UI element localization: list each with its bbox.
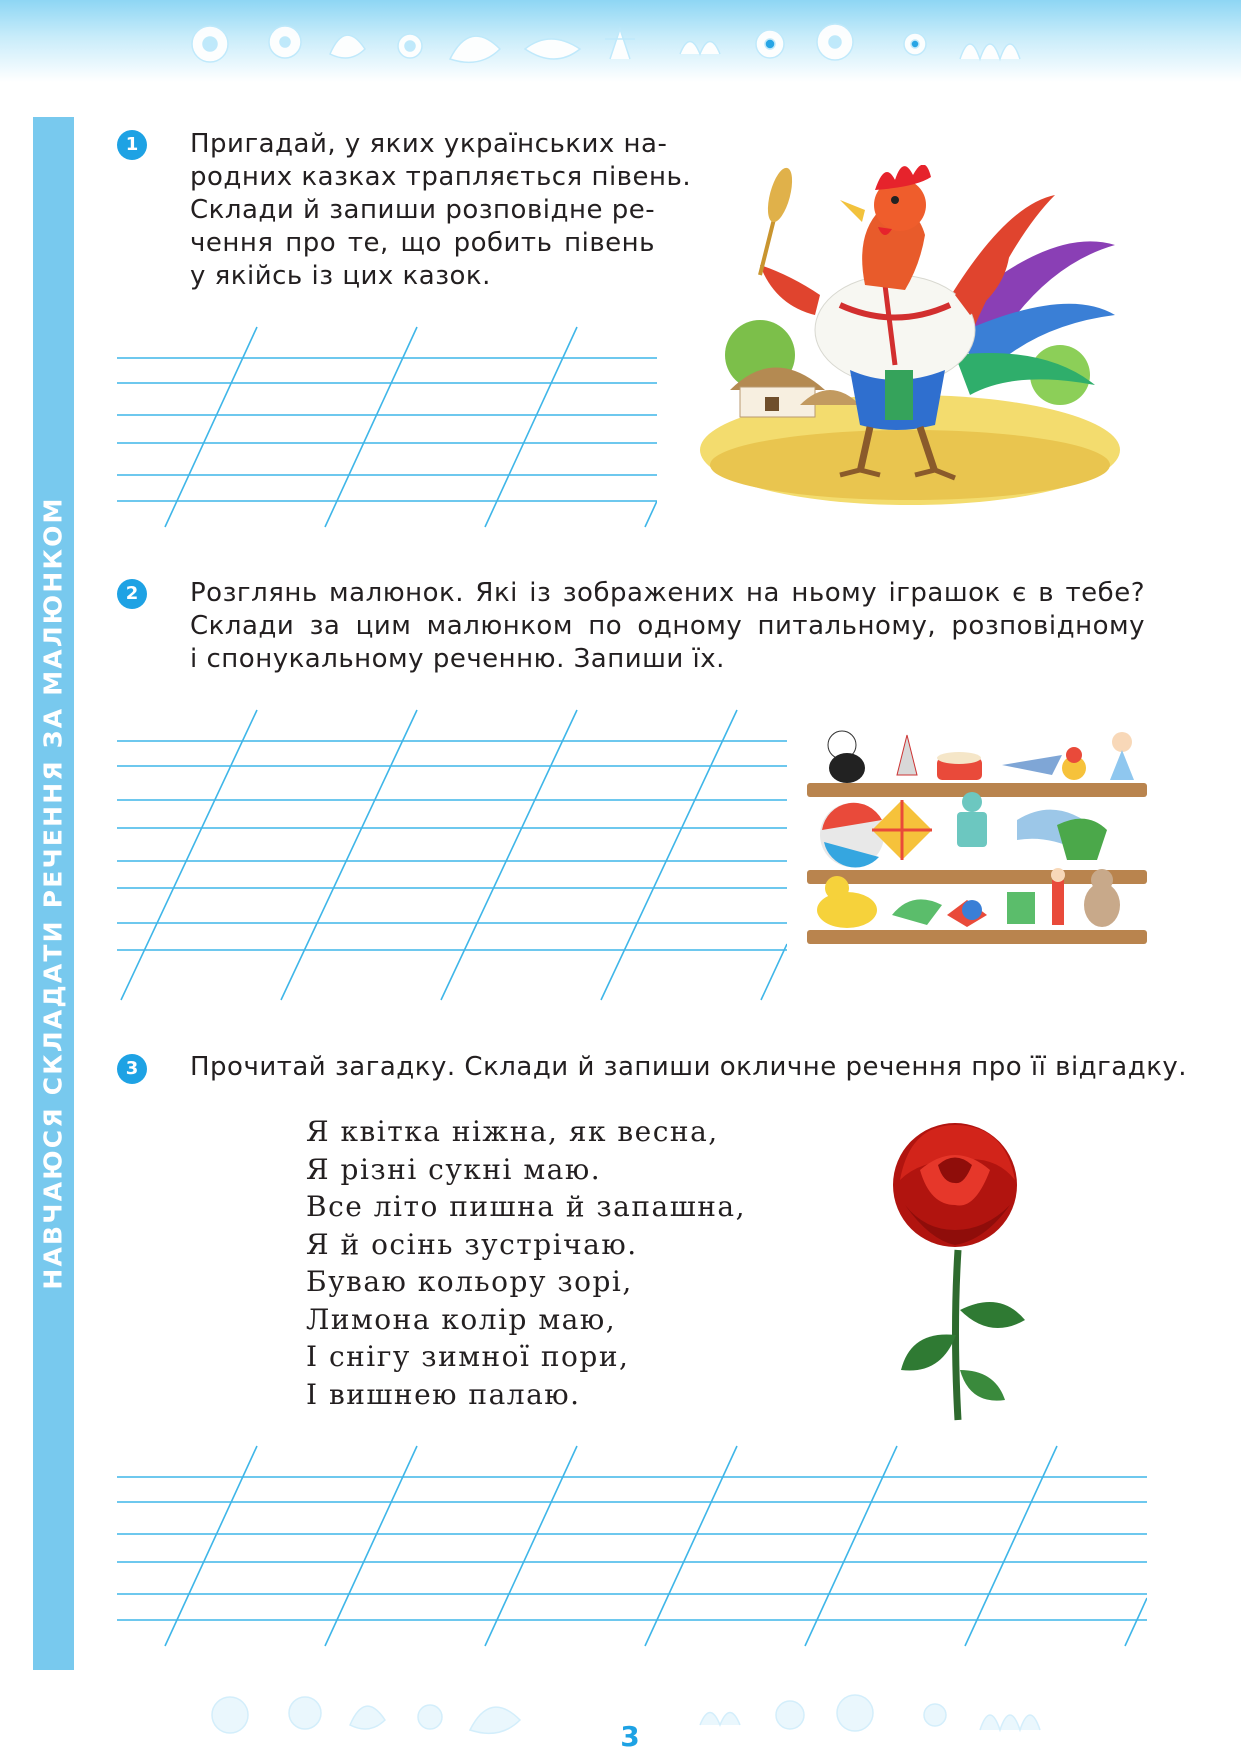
task-3-writing-area[interactable] bbox=[117, 1444, 1147, 1649]
task-1-line: Склади й запиши розповідне ре- bbox=[190, 195, 656, 225]
task-1-line: чення про те, що робить півень bbox=[190, 228, 655, 258]
bottom-ornament-icons bbox=[200, 1685, 1100, 1745]
task-1-text bbox=[190, 128, 692, 293]
page-number: 3 bbox=[620, 1720, 640, 1753]
task-2-text bbox=[190, 577, 1145, 676]
riddle-line: Лимона колір маю, bbox=[306, 1302, 617, 1336]
riddle-line: Я й осінь зустрічаю. bbox=[306, 1227, 638, 1261]
red-rose-illustration bbox=[880, 1120, 1040, 1425]
task-2-writing-area[interactable] bbox=[117, 708, 787, 1003]
rooster-illustration bbox=[700, 165, 1125, 505]
riddle-line: І снігу зимної пори, bbox=[306, 1340, 630, 1373]
task-3-number: 3 bbox=[117, 1054, 147, 1084]
riddle-line: І вишнею палаю. bbox=[306, 1377, 581, 1411]
task-3-line: Прочитай загадку. Склади й запиши окличне речення про її відгадку. bbox=[190, 1052, 1188, 1082]
task-2-line: Склади за цим малюнком по одному питальному, розповідному bbox=[190, 611, 1145, 641]
riddle-poem bbox=[306, 1113, 746, 1413]
task-2-line: і спонукальному реченню. Запиши їх. bbox=[190, 644, 725, 674]
side-title: НАВЧАЮСЯ СКЛАДАТИ РЕЧЕННЯ ЗА МАЛЮНКОМ bbox=[38, 496, 68, 1290]
task-1-line: родних казках трапляється півень. bbox=[190, 162, 692, 192]
riddle-line: Все літо пишна й запашна, bbox=[306, 1190, 746, 1223]
riddle-line: Я різні сукні маю. bbox=[306, 1152, 602, 1186]
riddle-line: Буваю кольору зорі, bbox=[306, 1265, 633, 1298]
toy-shelves-illustration bbox=[802, 720, 1152, 980]
task-1-line: у якійсь із цих казок. bbox=[190, 261, 491, 291]
task-2-line: Розглянь малюнок. Які із зображених на ньому іграшок є в тебе? bbox=[190, 578, 1145, 608]
riddle-line: Я квітка ніжна, як весна, bbox=[306, 1115, 719, 1148]
task-1-writing-area[interactable] bbox=[117, 325, 657, 530]
top-ornament-icons bbox=[180, 14, 1080, 74]
task-1-line: Пригадай, у яких українських на- bbox=[190, 129, 668, 159]
task-3-text bbox=[190, 1051, 1187, 1084]
task-1-number: 1 bbox=[117, 130, 147, 160]
task-2-number: 2 bbox=[117, 579, 147, 609]
